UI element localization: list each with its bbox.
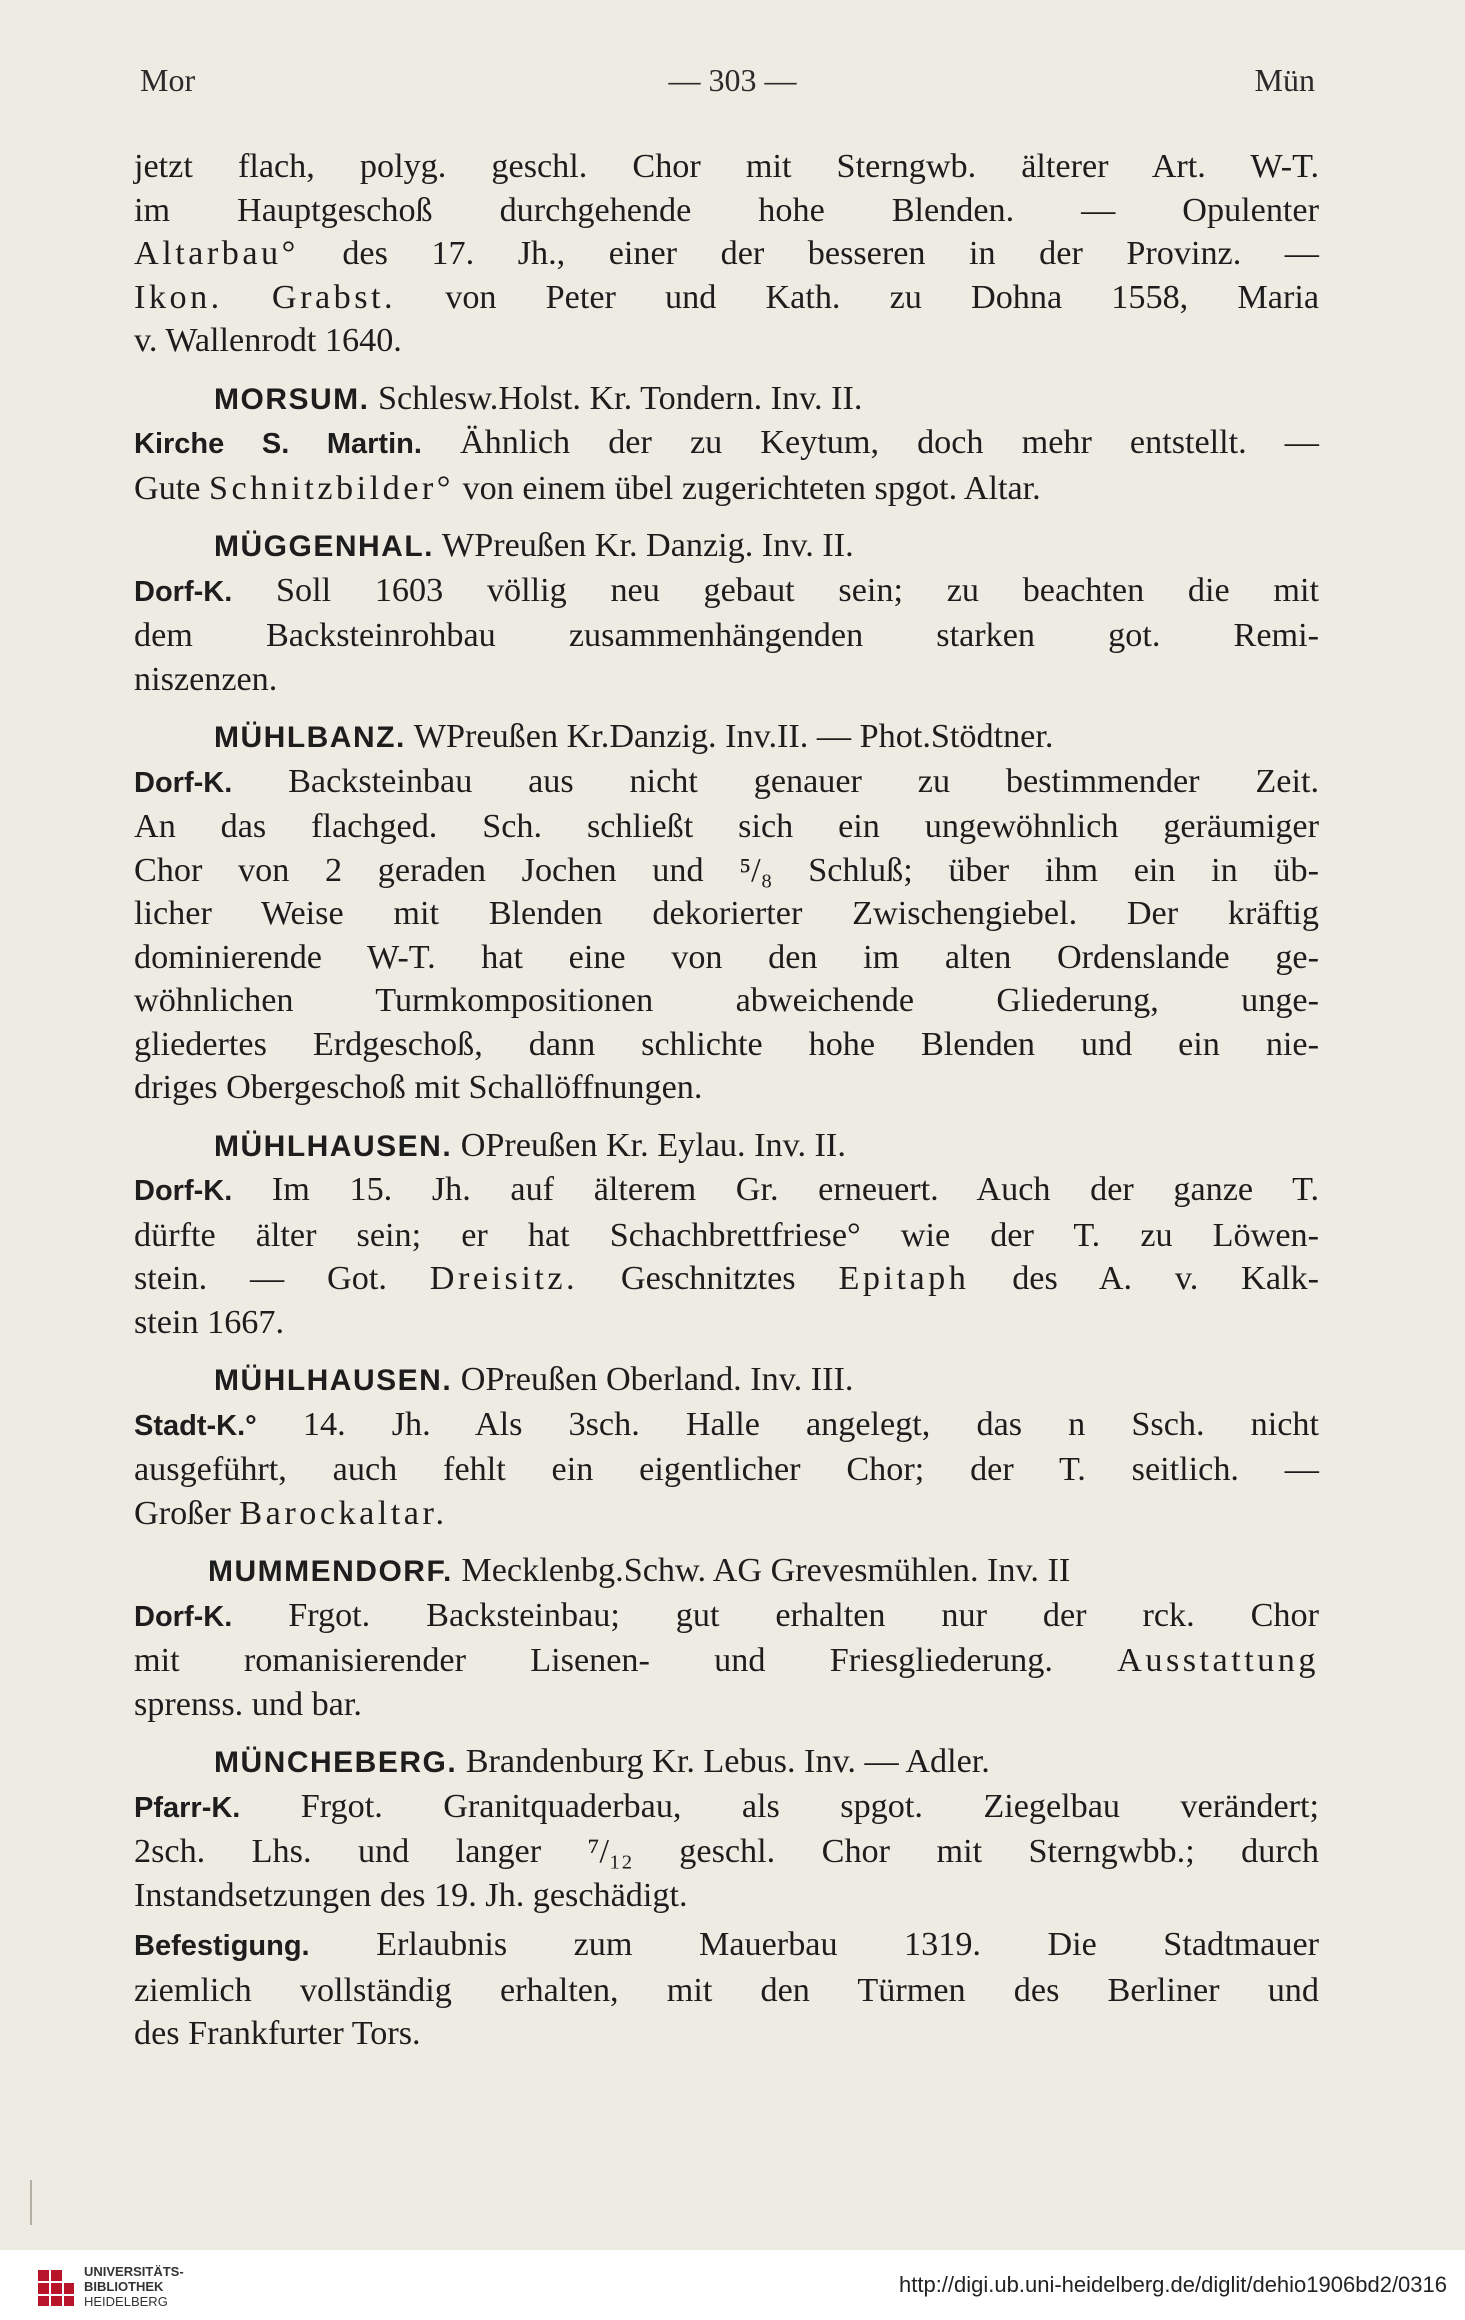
entry-morsum <box>134 377 1319 511</box>
text-line: dem Backsteinrohbau zusammenhängenden starken got. Remi- <box>134 617 1319 654</box>
library-line: BIBLIOTHEK <box>84 2279 164 2294</box>
text-line: des Frankfurter Tors. <box>134 2015 421 2052</box>
text-run: stein. — Got. <box>134 1260 430 1297</box>
place-meta: Schlesw.Holst. Kr. Tondern. Inv. II. <box>369 379 863 417</box>
place-name: MÜHLBANZ. <box>214 721 406 754</box>
text-run <box>223 279 272 316</box>
spaced-term: Barockaltar. <box>239 1494 448 1532</box>
source-url-link[interactable]: http://digi.ub.uni-heidelberg.de/diglit/dehio1906bd2/0316 <box>899 2272 1447 2297</box>
fraction: ⁷/₁₂ <box>587 1833 633 1870</box>
spaced-term: Epitaph <box>838 1260 970 1297</box>
place-meta: Brandenburg Kr. Lebus. Inv. — Adler. <box>457 1743 990 1780</box>
text-line <box>134 849 1319 893</box>
text-run: mit romanisierender Lisenen- und Friesgliederung. <box>134 1642 1118 1679</box>
page-body <box>134 145 1319 2056</box>
library-name <box>84 2264 184 2309</box>
building-label: Pfarr-K. <box>134 1791 241 1824</box>
text-run <box>200 470 209 507</box>
text-line: An das flachged. Sch. schließt sich ein ungewöhnlich geräumiger <box>134 808 1319 845</box>
place-name: MÜGGENHAL. <box>214 530 434 563</box>
text-line <box>134 1168 1319 1214</box>
building-label: Befestigung. <box>134 1930 310 1962</box>
place-name: MÜHLHAUSEN. <box>214 1364 453 1397</box>
entry-mummendorf <box>134 1549 1319 1726</box>
place-meta: WPreußen Kr. Danzig. Inv. II. <box>434 527 854 564</box>
entry-heading <box>134 1358 1319 1403</box>
text-line <box>134 1785 1319 1831</box>
text-line: jetzt flach, polyg. geschl. Chor mit Sterngwb. älterer Art. W-T. <box>134 148 1319 185</box>
text-run: Schluß; über ihm ein in üb- <box>772 851 1320 889</box>
text-run: Soll 1603 völlig neu gebaut sein; zu beachten die mit <box>232 571 1319 609</box>
text-run: von einem übel zugerichteten spgot. Altar. <box>453 469 1041 507</box>
library-line: UNIVERSITÄTS- <box>84 2264 184 2279</box>
footer-bar <box>0 2250 1465 2320</box>
text-run: Chor von 2 geraden Jochen und <box>134 851 740 889</box>
text-line <box>134 232 1319 276</box>
text-run: von Peter und Kath. zu Dohna 1558, Maria <box>396 278 1320 316</box>
page-number: — 303 — <box>668 62 797 98</box>
text-line: im Hauptgeschoß durchgehende hohe Blenden. — Opulenter <box>134 191 1319 229</box>
scan-margin-mark <box>30 2180 32 2225</box>
text-line <box>134 1594 1319 1640</box>
text-line <box>134 569 1319 615</box>
entry-heading <box>134 377 1319 422</box>
text-run: Gute <box>134 469 201 507</box>
text-run: des 17. Jh., einer der besseren in der Provinz. — <box>298 235 1319 272</box>
text-line <box>134 1923 1319 1969</box>
entry-heading <box>134 1740 1319 1785</box>
text-run: 14. Jh. Als 3sch. Halle angelegt, das n Ssch. nicht <box>256 1405 1319 1443</box>
building-label: Dorf-K. <box>134 1600 233 1633</box>
building-label: Dorf-K. <box>134 1175 233 1207</box>
text-run: Frgot. Backsteinbau; gut erhalten nur der rck. Chor <box>232 1596 1319 1634</box>
entry-heading <box>134 1549 1319 1594</box>
fraction: ⁵/₈ <box>739 851 773 889</box>
entry-muencheberg <box>134 1740 1319 2056</box>
text-line <box>134 1257 1319 1301</box>
text-line: gliedertes Erdgeschoß, dann schlichte hohe Blenden und ein nie- <box>134 1025 1319 1063</box>
text-line: stein 1667. <box>134 1303 285 1341</box>
building-label: Kirche S. Martin. <box>134 428 422 460</box>
text-line: Instandsetzungen des 19. Jh. geschädigt. <box>134 1876 688 1914</box>
text-line <box>134 1639 1319 1683</box>
building-label: Dorf-K. <box>134 575 233 608</box>
spaced-term: Altarbau° <box>134 235 299 272</box>
text-line <box>134 421 1319 467</box>
text-run: Geschnitztes <box>578 1260 839 1297</box>
place-name: MÜHLHAUSEN. <box>214 1129 453 1163</box>
intro-paragraph <box>134 145 1319 363</box>
place-name: MUMMENDORF. <box>208 1555 453 1588</box>
entry-muehlbanz <box>134 715 1319 1110</box>
text-line: sprenss. und bar. <box>134 1685 362 1723</box>
place-meta: Mecklenbg.Schw. AG Grevesmühlen. Inv. II <box>452 1552 1071 1589</box>
building-label: Dorf-K. <box>134 766 233 799</box>
text-line: licher Weise mit Blenden dekorierter Zwischengiebel. Der kräftig <box>134 895 1319 932</box>
text-line <box>134 1403 1319 1449</box>
text-run: Frgot. Granitquaderbau, als spgot. Ziegelbau verändert; <box>240 1787 1319 1825</box>
text-line: driges Obergeschoß mit Schallöffnungen. <box>134 1069 703 1106</box>
text-line <box>134 467 1319 511</box>
text-line <box>134 1492 1319 1536</box>
place-name: MORSUM. <box>214 382 370 416</box>
place-meta: OPreußen Oberland. Inv. III. <box>452 1361 854 1398</box>
entry-muehlhausen-eylau <box>134 1124 1319 1345</box>
text-run: 2sch. Lhs. und langer <box>134 1833 588 1870</box>
entry-heading <box>134 715 1319 760</box>
text-run: des A. v. Kalk- <box>969 1260 1320 1297</box>
text-line <box>134 1830 1319 1874</box>
entry-mueggenhal <box>134 524 1319 701</box>
text-line: ziemlich vollständig erhalten, mit den Türmen des Berliner und <box>134 1971 1319 2009</box>
spaced-term: Grabst. <box>271 278 397 316</box>
entry-heading <box>134 1124 1319 1169</box>
text-line: ausgeführt, auch fehlt ein eigentlicher Chor; der T. seitlich. — <box>134 1451 1319 1488</box>
entry-heading <box>134 524 1319 569</box>
text-line: v. Wallenrodt 1640. <box>134 322 402 359</box>
text-run: Großer <box>134 1494 240 1532</box>
text-line <box>134 760 1319 806</box>
text-line: dürfte älter sein; er hat Schachbrettfriese° wie der T. zu Löwen- <box>134 1216 1319 1254</box>
running-head-right: Mün <box>1254 62 1315 98</box>
place-name: MÜNCHEBERG. <box>214 1746 458 1779</box>
entry-muehlhausen-oberland <box>134 1358 1319 1535</box>
text-line: wöhnlichen Turmkompositionen abweichende Gliederung, unge- <box>134 982 1319 1019</box>
text-run: Backsteinbau aus nicht genauer zu bestimmender Zeit. <box>232 762 1319 800</box>
library-line: HEIDELBERG <box>84 2294 168 2309</box>
place-meta: WPreußen Kr.Danzig. Inv.II. — Phot.Stödtner. <box>405 718 1054 755</box>
building-label: Stadt-K.° <box>134 1409 257 1442</box>
text-run: Ähnlich der zu Keytum, doch mehr entstellt. — <box>421 424 1319 461</box>
spaced-term: Dreisitz. <box>429 1260 579 1297</box>
spaced-term: Ikon. <box>134 278 223 316</box>
text-run: Erlaubnis zum Mauerbau 1319. Die Stadtmauer <box>309 1926 1319 1963</box>
text-run: Im 15. Jh. auf älterem Gr. erneuert. Auch der ganze T. <box>232 1171 1319 1208</box>
place-meta: OPreußen Kr. Eylau. Inv. II. <box>452 1126 846 1164</box>
library-logo-icon <box>36 2268 76 2308</box>
text-run: geschl. Chor mit Sterngwbb.; durch <box>632 1833 1319 1870</box>
spaced-term: Schnitzbilder° <box>209 469 454 507</box>
running-head-left: Mor <box>140 62 196 98</box>
text-line: niszenzen. <box>134 660 278 698</box>
text-line <box>134 276 1319 320</box>
text-line: dominierende W-T. hat eine von den im alten Ordenslande ge- <box>134 938 1319 976</box>
spaced-term: Ausstattung <box>1117 1642 1319 1679</box>
